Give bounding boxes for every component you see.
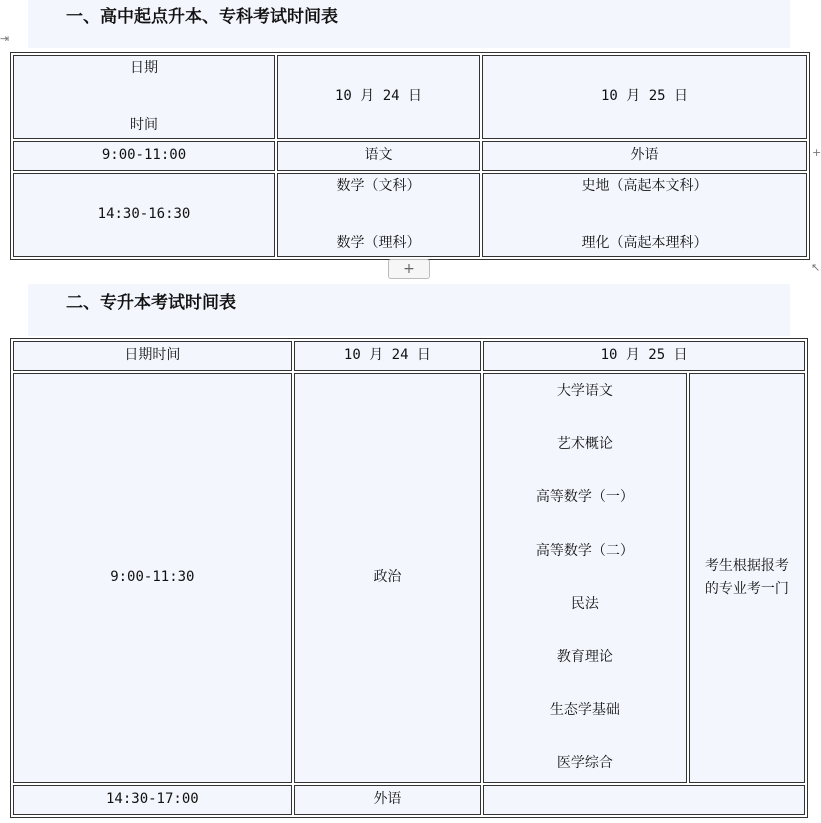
section2-timetable [10,338,808,818]
subject-line: 高等数学（一） [535,489,634,506]
time-cell: 14:30-16:30 [13,173,275,257]
subject-line: 艺术概论 [556,436,613,453]
subject-cell [482,173,807,257]
time-label: 时间 [130,116,158,133]
section1-heading: 一、高中起点升本、专科考试时间表 [66,7,338,27]
table-row [13,341,805,371]
time-cell: 14:30-17:00 [13,785,292,815]
subject-line: 高等数学（二） [535,542,634,559]
table-select-icon[interactable]: ⇥ [0,32,10,45]
subject-line: 民法 [570,595,599,612]
empty-cell [483,785,805,815]
subject-line: 大学语文 [556,383,613,399]
subject-line: 史地（高起本文科） [581,178,708,194]
subject-line: 医学综合 [556,755,613,772]
table-row [13,785,805,815]
table-row [13,55,807,139]
day1-header: 10 月 24 日 [277,55,480,139]
date-label: 日期 [130,60,158,76]
section1-timetable [10,52,810,260]
note-cell [689,373,805,783]
elective-subjects-cell [483,373,687,783]
note-line: 考生根据报考 [704,557,789,574]
table-row [13,373,805,783]
add-column-icon[interactable]: + [812,146,821,159]
time-cell: 9:00-11:00 [13,141,275,171]
note-line: 的专业考一门 [704,581,789,597]
table-row [13,173,807,257]
subject-line: 数学（理科） [336,234,421,251]
time-cell: 9:00-11:30 [13,373,292,783]
date-time-header-cell: 日期时间 [13,341,292,371]
day1-header: 10 月 24 日 [294,341,481,371]
resize-handle-icon[interactable]: ↖ [811,261,821,274]
day2-header: 10 月 25 日 [482,55,807,139]
subject-cell: 语文 [277,141,480,171]
subject-line: 理化（高起本理科） [581,234,708,251]
day2-header: 10 月 25 日 [483,341,805,371]
subject-cell [277,173,480,257]
subject-cell: 政治 [294,373,481,783]
subject-line: 生态学基础 [549,702,620,719]
table-row [13,141,807,171]
section2-heading: 二、专升本考试时间表 [66,293,236,313]
add-row-button[interactable]: + [388,259,430,279]
subject-line: 数学（文科） [336,178,421,194]
subject-cell: 外语 [294,785,481,815]
subject-cell: 外语 [482,141,807,171]
date-time-header-cell [13,55,275,139]
subject-line: 教育理论 [556,649,613,666]
